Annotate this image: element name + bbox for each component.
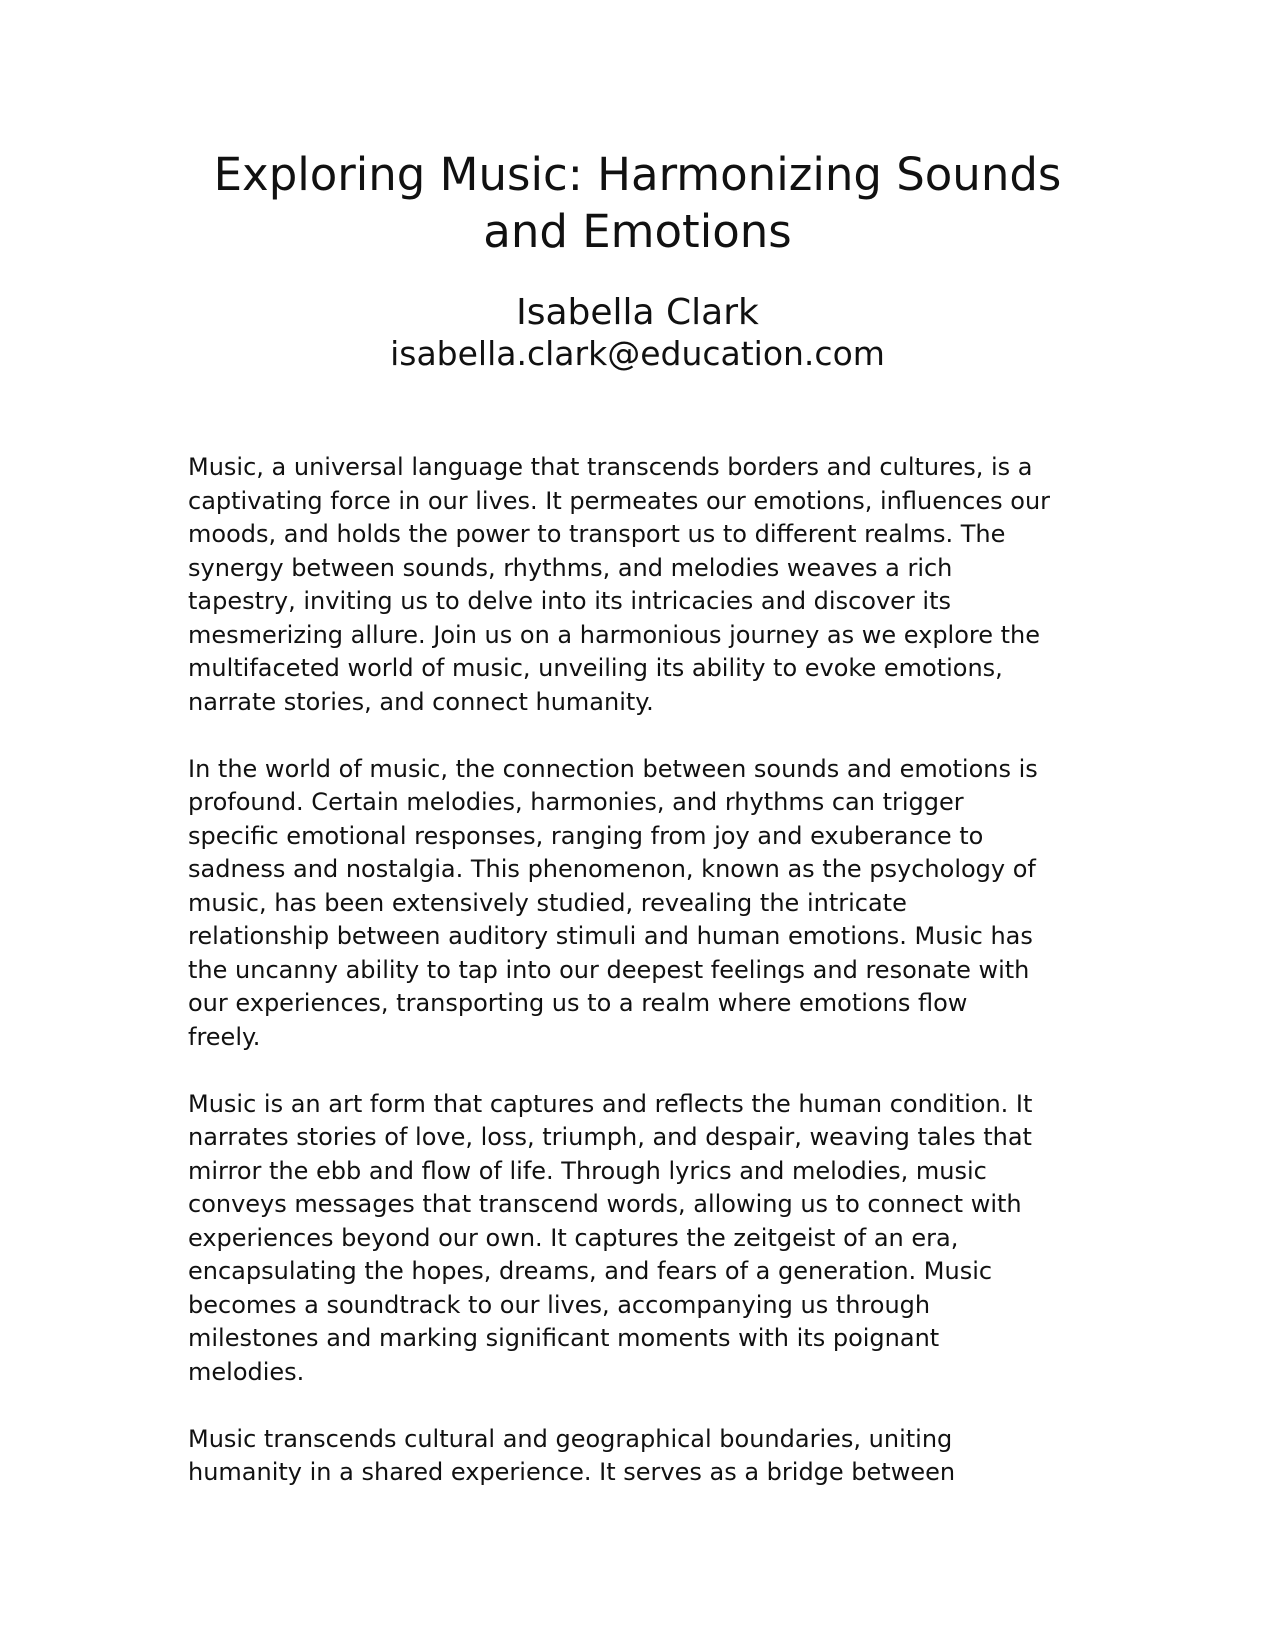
text-line: milestones and marking significant moments with its poignant [188, 1324, 940, 1352]
text-line: specific emotional responses, ranging from joy and exuberance to [188, 821, 984, 850]
paragraph [188, 1088, 1093, 1390]
title-line: Exploring Music: Harmonizing Sounds [213, 148, 1062, 201]
text-line: tapestry, inviting us to delve into its intricacies and discover its [188, 587, 952, 615]
text-line: becomes a soundtrack to our lives, accompanying us through [188, 1290, 931, 1319]
text-line: narrate stories, and connect humanity. [188, 687, 654, 716]
text-line: humanity in a shared experience. It serves as a bridge between [188, 1458, 956, 1486]
document-title [130, 146, 1145, 260]
body-text [188, 451, 1093, 1523]
text-line: multifaceted world of music, unveiling its ability to evoke emotions, [188, 654, 1003, 682]
text-line: In the world of music, the connection between sounds and emotions is [188, 754, 1038, 783]
text-line: encapsulating the hopes, dreams, and fears of a generation. Music [188, 1257, 993, 1285]
text-line: relationship between auditory stimuli and human emotions. Music has [188, 922, 1033, 950]
paragraph [188, 451, 1093, 719]
text-line: experiences beyond our own. It captures the zeitgeist of an era, [188, 1223, 959, 1252]
text-line: freely. [188, 1022, 261, 1051]
text-line: mirror the ebb and flow of life. Through lyrics and melodies, music [188, 1156, 987, 1185]
text-line: Music is an art form that captures and reflects the human condition. It [188, 1089, 1033, 1118]
text-line: Music, a universal language that transcends borders and cultures, is a [188, 453, 1033, 481]
text-line: our experiences, transporting us to a realm where emotions flow [188, 989, 968, 1017]
paragraph [188, 753, 1093, 1055]
author-name: Isabella Clark [516, 292, 759, 333]
text-line: narrates stories of love, loss, triumph, and despair, weaving tales that [188, 1123, 1032, 1151]
text-line: mesmerizing allure. Join us on a harmonious journey as we explore the [188, 620, 1041, 649]
author-email: isabella.clark@education.com [390, 334, 885, 373]
text-line: music, has been extensively studied, revealing the intricate [188, 888, 907, 917]
text-line: moods, and holds the power to transport us to different realms. The [188, 520, 1006, 548]
text-line: captivating force in our lives. It permeates our emotions, influences our [188, 486, 1051, 515]
text-line: Music transcends cultural and geographical boundaries, uniting [188, 1424, 953, 1453]
text-line: the uncanny ability to tap into our deepest feelings and resonate with [188, 955, 1030, 984]
text-line: sadness and nostalgia. This phenomenon, known as the psychology of [188, 855, 1036, 883]
text-line: synergy between sounds, rhythms, and melodies weaves a rich [188, 553, 953, 582]
text-line: melodies. [188, 1357, 305, 1386]
text-line: conveys messages that transcend words, allowing us to connect with [188, 1190, 1022, 1218]
title-line: and Emotions [483, 205, 792, 258]
text-line: profound. Certain melodies, harmonies, and rhythms can trigger [188, 788, 964, 816]
paragraph [188, 1423, 1093, 1490]
